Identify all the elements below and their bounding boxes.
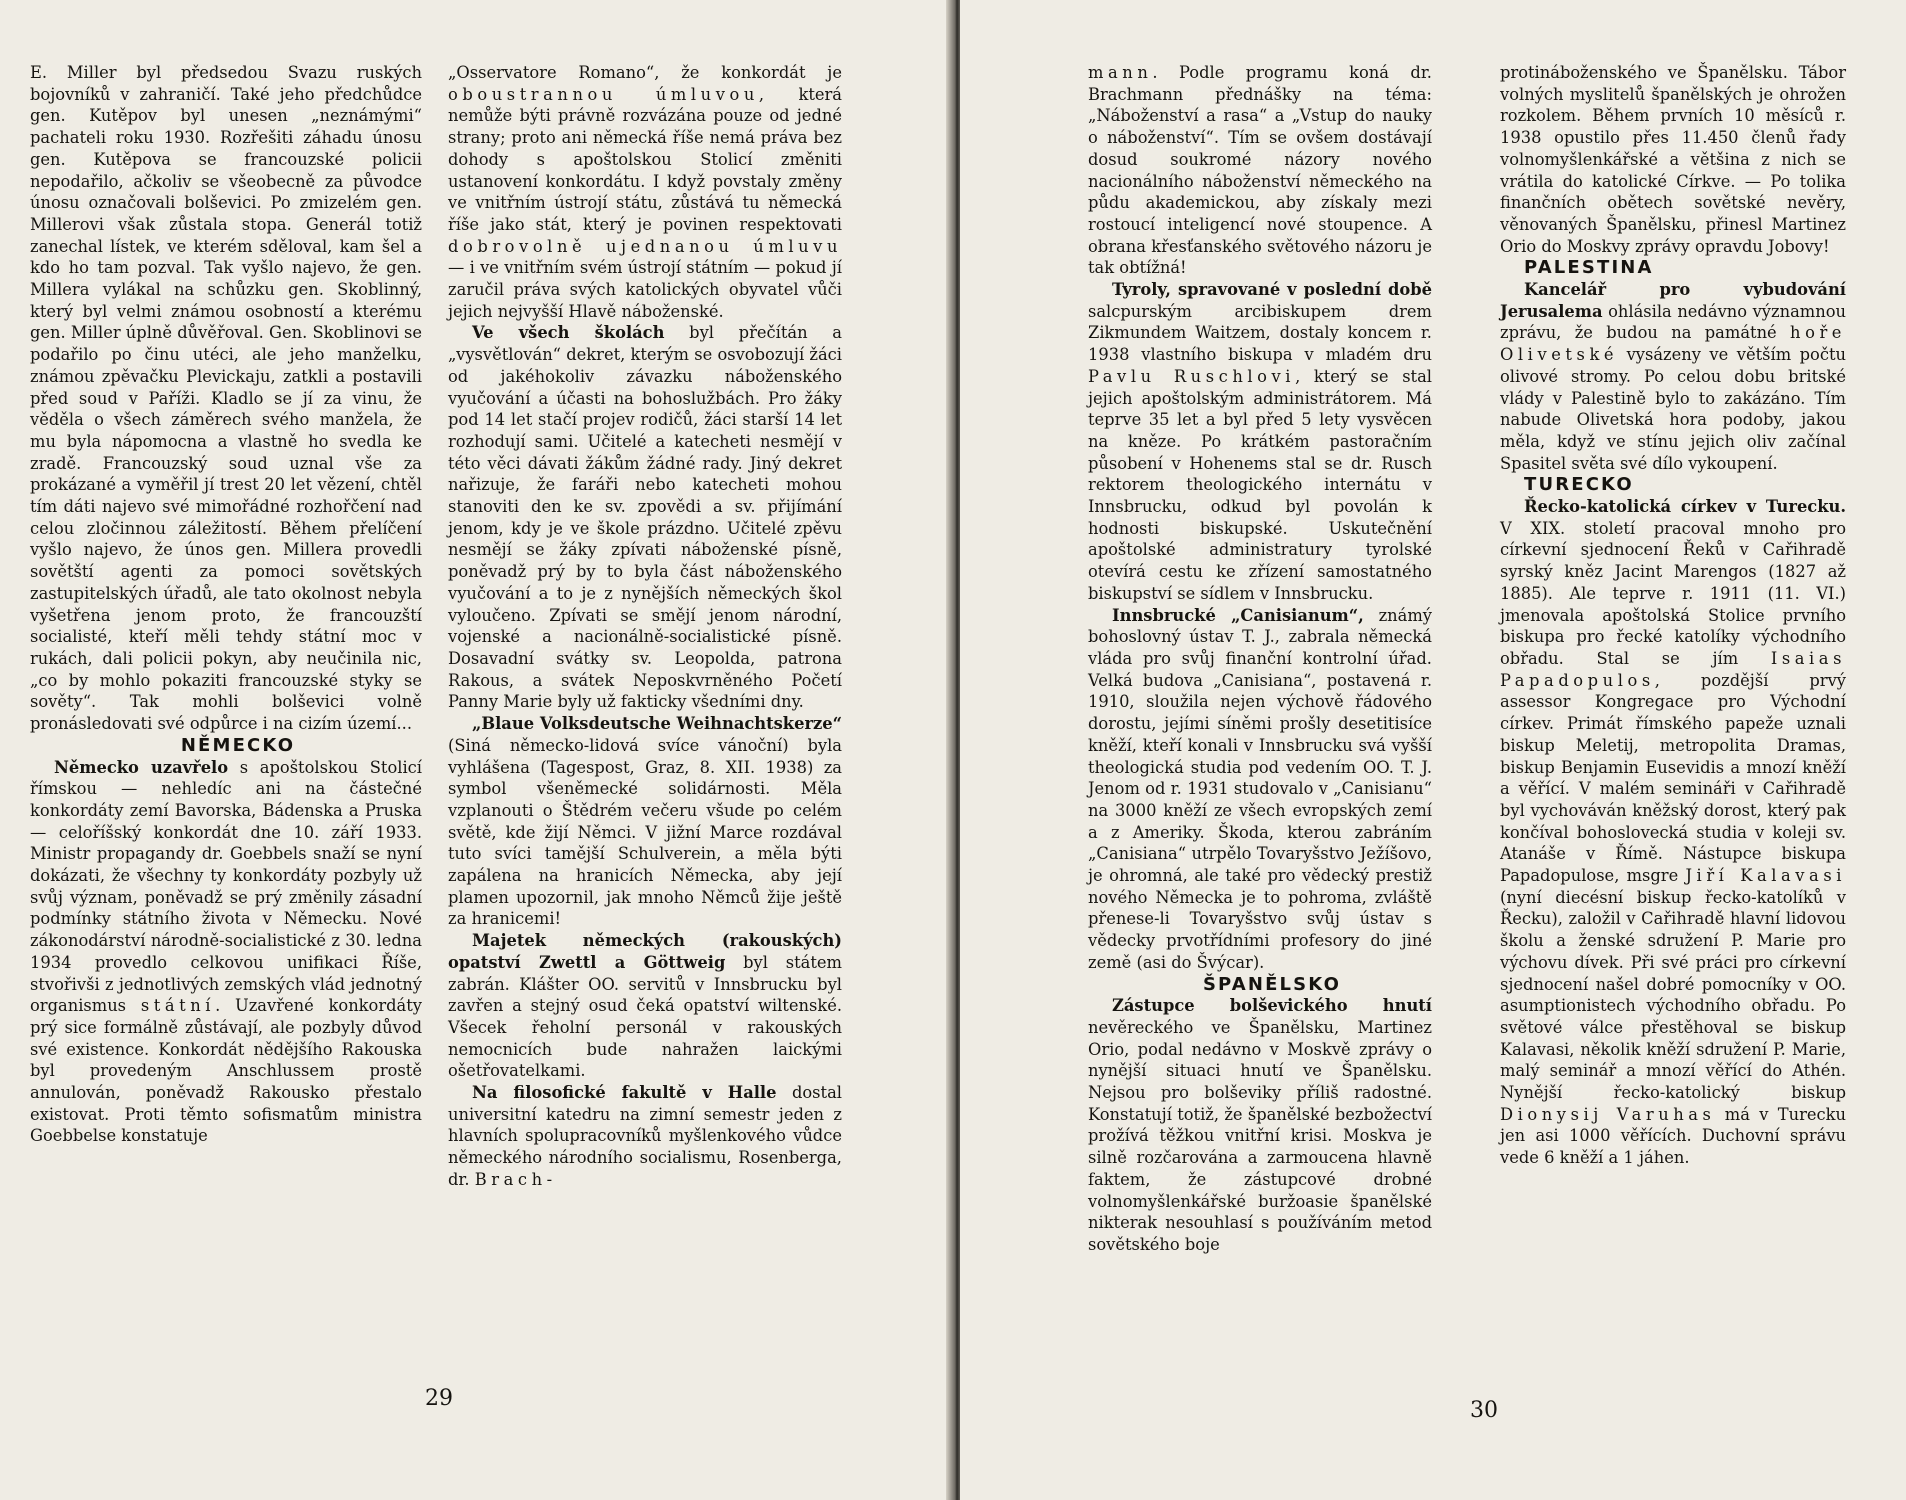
paragraph [30, 757, 422, 1148]
paragraph-text: salcpurským arcibiskupem drem Zikmundem Waitzem, dostaly koncem r. 1938 vlastního biskupa v mladém dru [1088, 301, 1432, 365]
page-30 [960, 0, 1906, 1500]
paragraph-lead: Majetek německých (rakouských) opatství Zwettl a Göttweig [448, 931, 842, 972]
paragraph [448, 930, 842, 1082]
paragraph-text: protináboženského ve Španělsku. Tábor volných myslitelů španělských je ohrožen rozkolem. Během prvních 10 měsíců r. 1938 opustilo přes 11.450 členů řady volnomyšlenkářské a většina z nich se vrátila do katolické Církve. — Po tolika finančních obětech sovětské nevěry, věnovaných Španělsku, přinesl Martinez Orio do Moskvy zprávy opravdu Jobovy! [1500, 63, 1846, 256]
paragraph-text: má v Turecku jen asi 1000 věřících. Duchovní správu vede 6 kněží a 1 jáhen. [1500, 1104, 1846, 1168]
paragraph-text: , který se stal jejich apoštolským administrátorem. Má teprve 35 let a byl před 5 lety vysvěcen na kněze. Po krátkém pastoračním působení v Hohenems stal se dr. Rusch rektorem theologického internátu v Innsbrucku, odkud byl povolán k hodnosti biskupské. Uskutečnění apoštolské administratury tyrolské otevírá cestu ke zřízení samostatného biskupství se sídlem v Innsbrucku. [1088, 366, 1433, 603]
paragraph-lead: Německo uzavřelo [54, 757, 229, 777]
page-29 [0, 0, 952, 1500]
paragraph [1500, 496, 1846, 1169]
left-page-column-1 [30, 62, 422, 1147]
paragraph-text: (nyní diecésní biskup řecko-katolíků v Řecku), založil v Cařihradě hlavní lidovou školu a ženské sdružení P. Marie pro výchovu dívek. Při své práci pro církevní sjednocení našel dobré pomocníky v OO. asumptionistech východního obřadu. Po světové válce přestěhoval se biskup Kalavasi, několik kněží sdružení P. Marie, malý seminář a mnozí věřící do Athén. Nynější řecko-katolický biskup [1500, 887, 1846, 1103]
emphasis-text: Dionysij Varuhas [1500, 1104, 1716, 1124]
paragraph-text: (Siná německo-lidová svíce vánoční) byla vyhlášena (Tagespost, Graz, 8. XII. 1938) za symbol všeněmecké solidárnosti. Měla vzplanouti o Štědrém večeru všude po celém světě, kde žijí Němci. V jižní Marce rozdával tuto svíci tamější Schulverein, a měla býti zapálena na hranicích Německa, aby její plamen upozornil, jak mnoho Němců žije ještě za hranicemi! [448, 735, 842, 929]
section-heading-turecko: TURECKO [1524, 474, 1634, 496]
paragraph-text: s apoštolskou Stolicí římskou — nehledíc ani na částečné konkordáty zemí Bavorska, Bádenska a Pruska — celoříšský konkordát dne 10. září 1933. Ministr propagandy dr. Goebbels snaží se nyní dokázati, že všechny ty konkordáty pozbyly už svůj význam, poněvadž se prý změnily zásadní podmínky státního života v Německu. Nové zákonodárství národně-socialistické z 30. ledna 1934 provedlo celkovou unifikaci Říše, stvořivši z jednotlivých zemských vlád jednotný organismus [30, 757, 423, 1016]
paragraph [1088, 605, 1432, 974]
paragraph-lead: „Blaue Volksdeutsche Weihnachtskerze“ [472, 714, 842, 734]
paragraph-text: vysázeny ve větším počtu olivové stromy. Po celou dobu britské vlády v Palestině bylo to zakázáno. Tím nabude Olivetská hora podoby, jakou měla, když ve stínu jejich oliv začínal Spasitel světa své dílo vykoupení. [1500, 345, 1846, 473]
paragraph-text: byl přečítán a „vysvětlován“ dekret, kterým se osvobozují žáci od jakéhokoliv závazku náboženského vyučování a účasti na bohoslužbách. Pro žáky pod 14 let stačí projev rodičů, žáci starší 14 let rozhodují sami. Učitelé a katecheti nesmějí v této věci dávati žákům žádné rady. Jiný dekret nařizuje, že faráři nebo katecheti mohou stanoviti den ke sv. zpovědi a sv. přijímání jenom, kdy je ve škole prázdno. Učitelé zpěvu nesmějí se žáky zpívati náboženské písně, poněvadž prý by to byla část náboženského vyučování a to je z nynějších německých škol vyloučeno. Zpívati se smějí jenom národní, vojenské a nacionálně-socialistické písně. Dosavadní svátky sv. Leopolda, patrona Rakous, a svátek Neposkvrněného Početí Panny Marie byly už fakticky všedními dny. [448, 323, 843, 712]
paragraph [1500, 279, 1846, 474]
emphasis-text: Isaias Papadopulos [1500, 648, 1846, 690]
paragraph-text: ohlásila nedávno významnou zprávu, že budou na památné [1500, 301, 1846, 343]
section-heading-palestina: PALESTINA [1524, 257, 1654, 279]
emphasis-text: Jiří Kalavasi [1685, 866, 1847, 886]
paragraph [448, 713, 842, 930]
paragraph [1500, 62, 1846, 257]
paragraph-text: „Osservatore Romano“, že konkordát je [448, 63, 842, 82]
paragraph-lead: Tyroly, spravované v poslední době [1112, 280, 1432, 300]
right-page-column-2 [1500, 62, 1846, 1169]
paragraph-text: známý bohoslovný ústav T. J., zabrala německá vláda pro svůj finanční kontrolní úřad. Velká budova „Canisiana“, postavená r. 1910, sloužila nejen výchově řádového dorostu, jejími síněmi prošly desetitisíce kněží, kteří konali v Innsbrucku svá vyšší theologická studia pod vedením OO. T. J. Jenom od r. 1931 studovalo v „Canisianu“ na 3000 kněží ze všech evropských zemí a z Ameriky. Škoda, kterou zabráním „Canisiana“ utrpělo Tovaryšstvo Ježíšovo, je ohromná, ale také pro vědecký prestiž nového Německa je to pohroma, zvláště přenese-li Tovaryšstvo svůj ústav s vědecky prvotřídními profesory do jiné země (asi do Švýcar). [1088, 605, 1432, 972]
paragraph-text: . Podle programu koná dr. Brachmann přednášky na téma: „Náboženství a rasa“ a „Vstup do nauky o náboženství“. Tím se ovšem dostávají dosud soukromé názory nového nacionálního náboženství německého na půdu akademickou, aby získaly mezi rostoucí inteligencí nové stoupence. A obrana křesťanského světového názoru je tak obtížná! [1088, 63, 1432, 278]
paragraph [1088, 995, 1432, 1255]
emphasis-text: Pavlu Ruschlovi [1088, 366, 1296, 386]
emphasis-text: dobrovolně ujednanou úmluvu [448, 236, 842, 256]
paragraph-text: byl státem zabrán. Klášter OO. servitů v Innsbrucku byl zavřen a stejný osud čeká opatství wiltenské. Všecek řeholní personál v rakouských nemocnicích bude nahražen laickými ošetřovatelkami. [448, 952, 842, 1081]
section-heading-nemecko: NĚMECKO [180, 734, 296, 756]
paragraph [1088, 279, 1432, 605]
paragraph-lead: Řecko-katolická církev v Turecku. [1524, 497, 1846, 517]
emphasis-text: státní [140, 996, 216, 1016]
emphasis-text: hoře Olivetské [1500, 323, 1846, 365]
paragraph-text: V XIX. století pracoval mnoho pro církevní sjednocení Řeků v Cařihradě syrský kněz Jacint Marengos (1827 až 1885). Ale teprve r. 1911 (11. VI.) jmenovala apoštolská Stolice prvního biskupa pro řecké katolíky východního obřadu. Stal se jím [1500, 518, 1846, 668]
paragraph [1088, 62, 1432, 279]
paragraph-lead: Ve všech školách [472, 323, 665, 343]
page-number: 29 [425, 1386, 453, 1411]
emphasis-text: mann [1088, 63, 1153, 82]
left-page-column-2 [448, 62, 842, 1191]
paragraph-text: dostal universitní katedru na zimní semestr jeden z hlavních spolupracovníků myšlenkového vůdce německého národního socialismu, Rosenberga, dr. [448, 1083, 842, 1189]
paragraph-text: — i ve vnitřním svém ústrojí státním — pokud jí zaručil práva svých katolických obyvatel vůči jejich nejvyšší Hlavě náboženské. [448, 258, 842, 321]
paragraph-lead: Na filosofické fakultě v Halle [472, 1083, 777, 1103]
paragraph-lead: Kancelář pro vybudování Jerusalema [1500, 280, 1846, 321]
emphasis-text: oboustrannou úmluvou [448, 84, 759, 104]
paragraph-text: nevěreckého ve Španělsku, Martinez Orio, podal nedávno v Moskvě zprávy o nynější situaci hnutí ve Španělsku. Nejsou pro bolševiky příliš radostné. Konstatují totiž, že španělské bezbožectví prožívá těžkou vnitřní krisi. Moskva je silně rozčarována a zarmoucena hlavně faktem, že zástupcové drobné volnomyšlenkářské buržoasie španělské nikterak nesouhlasí s používáním metod sovětského boje [1088, 1017, 1432, 1254]
paragraph-text: . Uzavřené konkordáty prý sice formálně zůstávají, ale pozbyly důvod své existence. Konkordát nědějšího Rakouska byl provedeným Anschlussem prostě annulován, poněvadž Rakousko přestalo existovat. Proti těmto sofismatům ministra Goebbelse konstatuje [30, 996, 423, 1146]
paragraph-text: , pozdější prvý assessor Kongregace pro Východní církev. Primát římského papeže uznali biskup Meletij, metropolita Dramas, biskup Benjamin Eusevidis a mnozí kněží a věřící. V malém semináři v Cařihradě byl vychováván kněžský dorost, který pak končíval bohoslovecká studia v koleji sv. Atanáše v Římě. Nástupce biskupa Papadopulose, msgre [1500, 670, 1846, 886]
right-page-column-1 [1088, 62, 1432, 1256]
page-number: 30 [1470, 1398, 1498, 1423]
paragraph [448, 62, 842, 322]
paragraph [448, 322, 842, 713]
emphasis-text: Brach- [474, 1169, 557, 1189]
paragraph-lead: Innsbrucké „Canisianum“, [1112, 605, 1364, 625]
paragraph [30, 62, 422, 735]
paragraph [448, 1082, 842, 1191]
section-heading-spanelsko: ŠPANĚLSKO [1202, 973, 1342, 995]
paragraph-text: , která nemůže býti právně rozvázána pouze od jedné strany; proto ani německá říše nemá práva bez dohody s apoštolskou Stolicí změniti ustanovení konkordátu. I když povstaly změny ve vnitřním ústrojí státu, zůstává tu německá říše jako stát, který je povinen respektovati [448, 84, 843, 234]
paragraph-lead: Zástupce bolševického hnutí [1112, 996, 1432, 1016]
paragraph-text: E. Miller byl předsedou Svazu ruských bojovníků v zahraničí. Také jeho předchůdce gen. Kutěpov byl unesen „neznámými“ pachateli roku 1930. Rozřešiti záhadu únosu gen. Kutěpova se francouzské policii nepodařilo, ačkoliv se všeobecně za původce únosu označovali bolševici. Po zmizelém gen. Millerovi však zůstala stopa. Generál totiž zanechal lístek, ve kterém sděloval, kam šel a kdo ho tam pozval. Tak vyšlo najevo, že gen. Millera vylákal na schůzku gen. Skoblinný, který byl velmi známou osobností a kterému gen. Miller úplně důvěřoval. Gen. Skoblinovi se podařilo po činu utéci, ale jeho manželku, známou zpěvačku Plevickaju, zatkli a postavili před soud v Paříži. Kladlo se jí za vinu, že věděla o všech záměrech svého manžela, že mu byla nápomocna a vlastně ho svedla ke zradě. Francouzský soud uznal vše za prokázané a vyměřil jí trest 20 let vězení, chtěl tím dáti najevo své mimořádné rozhořčení nad celou zločinnou záležitostí. Během přelíčení vyšlo najevo, že únos gen. Millera provedli sovětští agenti za pomoci sovětských zastupitelských úřadů, ale tato okolnost nebyla vyšetřena jenom proto, že francouzští socialisté, kteří měli tehdy státní moc v rukách, dali policii pokyn, aby neučinila nic, „co by mohlo pokaziti francouzské styky se sověty“. Tak mohli bolševici volně pronásledovati své odpůrce i na cizím území... [30, 63, 422, 734]
